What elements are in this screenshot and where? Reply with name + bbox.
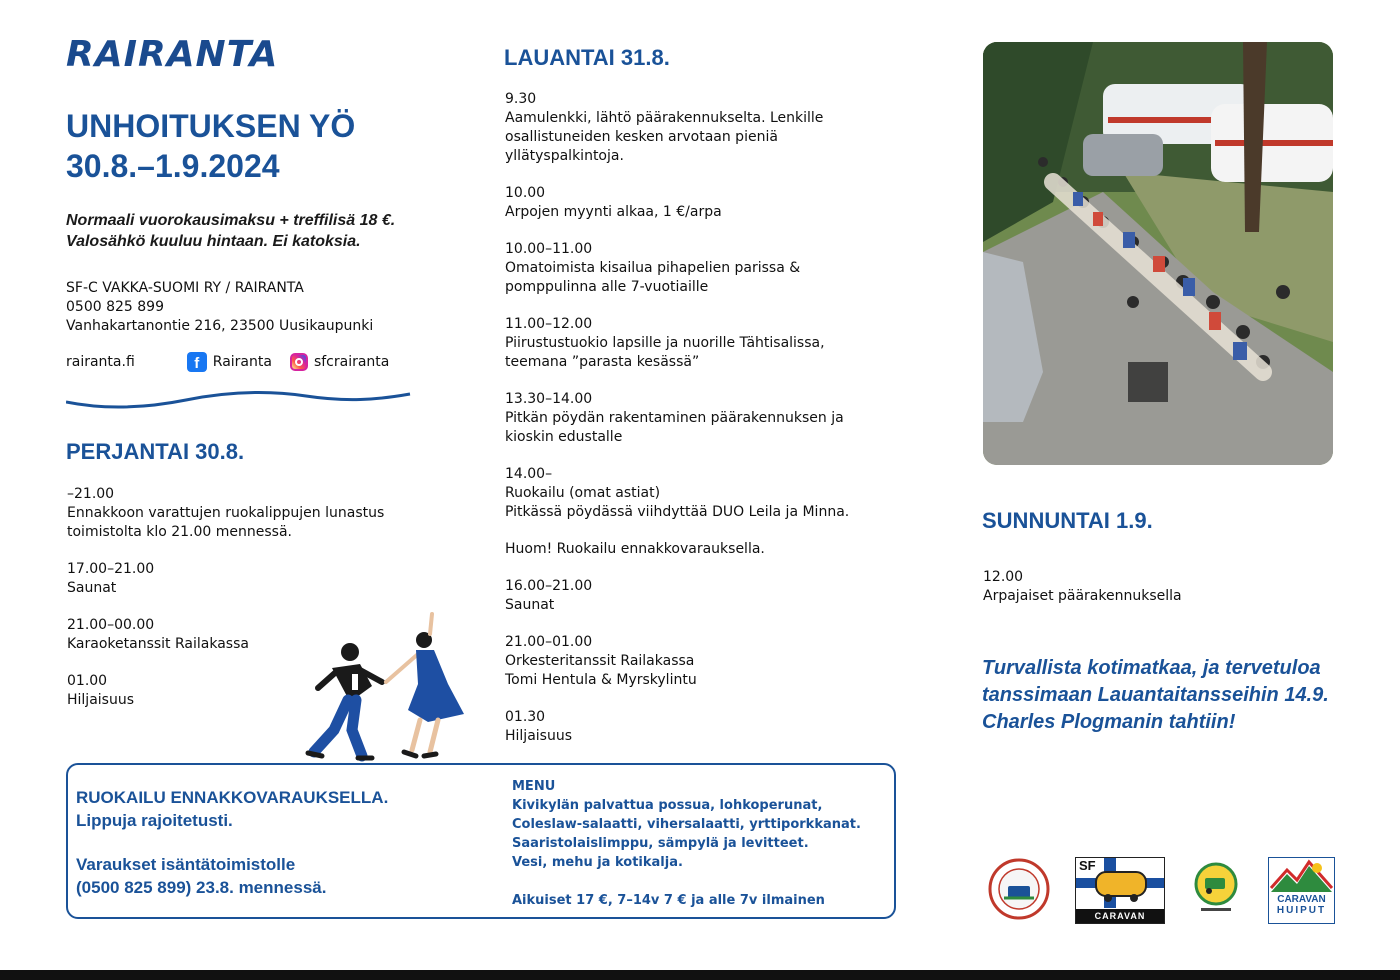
entry-time: 13.30–14.00 [505, 391, 593, 407]
entry-time: 01.30 [505, 709, 546, 725]
entry-time: 9.30 [505, 91, 537, 107]
entry-time: 21.00–01.00 [505, 634, 593, 650]
pricing-line: Normaali vuorokausimaksu + treffilisä 18 €. [66, 212, 396, 229]
reservation-deadline: (0500 825 899) 23.8. mennessä. [76, 878, 327, 897]
club-seal-badge [988, 858, 1050, 924]
menu-item: Coleslaw-salaatti, vihersalaatti, yrttiporkkanat. [512, 817, 861, 832]
campsite-photo [983, 42, 1333, 465]
schedule-entry [505, 577, 849, 615]
menu-item: Saaristolaislimppu, sämpylä ja levitteet. [512, 836, 809, 851]
entry-text: Saunat [67, 580, 117, 596]
entry-text: Saunat [505, 597, 555, 613]
entry-time: 17.00–21.00 [67, 561, 155, 577]
menu-info [512, 777, 861, 910]
huiput-line1: CARAVAN [1277, 894, 1326, 905]
entry-text: Tomi Hentula & Myrskylintu [505, 672, 697, 688]
dancing-couple-illustration [300, 610, 475, 765]
schedule-entry [505, 240, 849, 297]
schedule-entry [505, 708, 849, 746]
entry-text: Aamulenkki, lähtö päärakennukselta. Lenkille [505, 110, 824, 126]
social-links [66, 352, 389, 372]
friday-heading: PERJANTAI 30.8. [66, 439, 245, 464]
schedule-entry [505, 465, 849, 522]
entry-text: Pitkän pöydän rakentaminen päärakennuksen ja [505, 410, 844, 426]
entry-text: Ruokailu (omat astiat) [505, 485, 661, 501]
entry-text: Arpojen myynti alkaa, 1 €/arpa [505, 204, 722, 220]
instagram-icon [290, 353, 308, 371]
entry-text: Piirustustuokio lapsille ja nuorille Tähtisalissa, [505, 335, 825, 351]
organizer-name: SF-C VAKKA-SUOMI RY / RAIRANTA [66, 280, 304, 296]
entry-time: 01.00 [67, 673, 108, 689]
closing-message [982, 655, 1362, 736]
bottom-bar [0, 970, 1400, 980]
pricing-note [66, 210, 395, 252]
schedule-entry [983, 568, 1182, 606]
saturday-heading: LAUANTAI 31.8. [504, 45, 670, 70]
entry-text: osallistuneiden kesken arvotaan pieniä [505, 129, 778, 145]
caravan-huiput-badge [1268, 857, 1335, 924]
closing-line: tanssimaan Lauantaitansseihin 14.9. [982, 684, 1329, 706]
event-title-name: UNHOITUKSEN YÖ [66, 108, 356, 144]
rairanta-logo: RAIRANTA [66, 34, 279, 75]
entry-time: 11.00–12.00 [505, 316, 593, 332]
facebook-icon: f [187, 352, 207, 372]
reservation-contact: Varaukset isäntätoimistolle [76, 855, 296, 874]
organizer-info [66, 279, 373, 336]
entry-text: teemana ”parasta kesässä” [505, 354, 700, 370]
website-link[interactable]: rairanta.fi [66, 354, 135, 370]
schedule-entry [505, 633, 849, 690]
entry-time: 16.00–21.00 [505, 578, 593, 594]
reservation-heading: RUOKAILU ENNAKKOVARAUKSELLA. [76, 788, 389, 807]
schedule-entry [505, 315, 849, 372]
entry-text: kioskin edustalle [505, 429, 623, 445]
huiput-line2: HUIPUT [1276, 905, 1327, 916]
facebook-label: Rairanta [212, 354, 272, 370]
sf-caravan-text: CARAVAN [1076, 909, 1164, 923]
organizer-address: Vanhakartanontie 216, 23500 Uusikaupunki [66, 318, 374, 334]
sunday-schedule [983, 568, 1182, 624]
entry-text: pomppulinna alle 7-vuotiaille [505, 279, 709, 295]
closing-line: Charles Plogmanin tahtiin! [982, 711, 1236, 733]
sf-badge-text: SF [1079, 858, 1096, 873]
schedule-entry [67, 560, 384, 598]
reservation-note: Lippuja rajoitetusti. [76, 811, 233, 830]
entry-text: Hiljaisuus [67, 692, 134, 708]
reservation-info [76, 786, 388, 899]
schedule-entry [505, 184, 849, 222]
event-title [66, 106, 355, 186]
sunday-heading: SUNNUNTAI 1.9. [982, 508, 1153, 533]
instagram-link[interactable] [290, 353, 389, 371]
entry-text: yllätyspalkintoja. [505, 148, 624, 164]
saturday-schedule [505, 90, 849, 764]
entry-time: 12.00 [983, 569, 1024, 585]
entry-text: Omatoimista kisailua pihapelien parissa & [505, 260, 801, 276]
entry-text: Ennakkoon varattujen ruokalippujen lunastus [67, 505, 385, 521]
sf-caravan-badge [1075, 857, 1165, 924]
entry-text: Karaoketanssit Railakassa [67, 636, 249, 652]
entry-text: toimistolta klo 21.00 mennessä. [67, 524, 292, 540]
schedule-entry [505, 390, 849, 447]
schedule-entry [67, 485, 384, 542]
entry-text: Huom! Ruokailu ennakkovarauksella. [505, 541, 765, 557]
entry-time: 21.00–00.00 [67, 617, 155, 633]
entry-time: 10.00–11.00 [505, 241, 593, 257]
entry-time: 10.00 [505, 185, 546, 201]
menu-item: Vesi, mehu ja kotikalja. [512, 855, 683, 870]
menu-title: MENU [512, 779, 556, 794]
wave-divider [66, 386, 412, 410]
menu-prices: Aikuiset 17 €, 7–14v 7 € ja alle 7v ilmainen [512, 893, 825, 908]
schedule-note [505, 540, 849, 559]
entry-text: Pitkässä pöydässä viihdyttää DUO Leila ja Minna. [505, 504, 850, 520]
menu-item: Kivikylän palvattua possua, lohkoperunat, [512, 798, 823, 813]
entry-text: Arpajaiset päärakennuksella [983, 588, 1182, 604]
camping-association-badge [1193, 860, 1239, 920]
facebook-link[interactable] [187, 352, 272, 372]
entry-text: Orkesteritanssit Railakassa [505, 653, 695, 669]
instagram-label: sfcrairanta [313, 354, 390, 370]
entry-text: Hiljaisuus [505, 728, 572, 744]
organizer-phone: 0500 825 899 [66, 299, 164, 315]
closing-line: Turvallista kotimatkaa, ja tervetuloa [982, 657, 1321, 679]
entry-time: 14.00– [505, 466, 553, 482]
pricing-line: Valosähkö kuuluu hintaan. Ei katoksia. [66, 233, 361, 250]
entry-time: –21.00 [67, 486, 115, 502]
event-dates: 30.8.–1.9.2024 [66, 148, 280, 184]
schedule-entry [505, 90, 849, 166]
